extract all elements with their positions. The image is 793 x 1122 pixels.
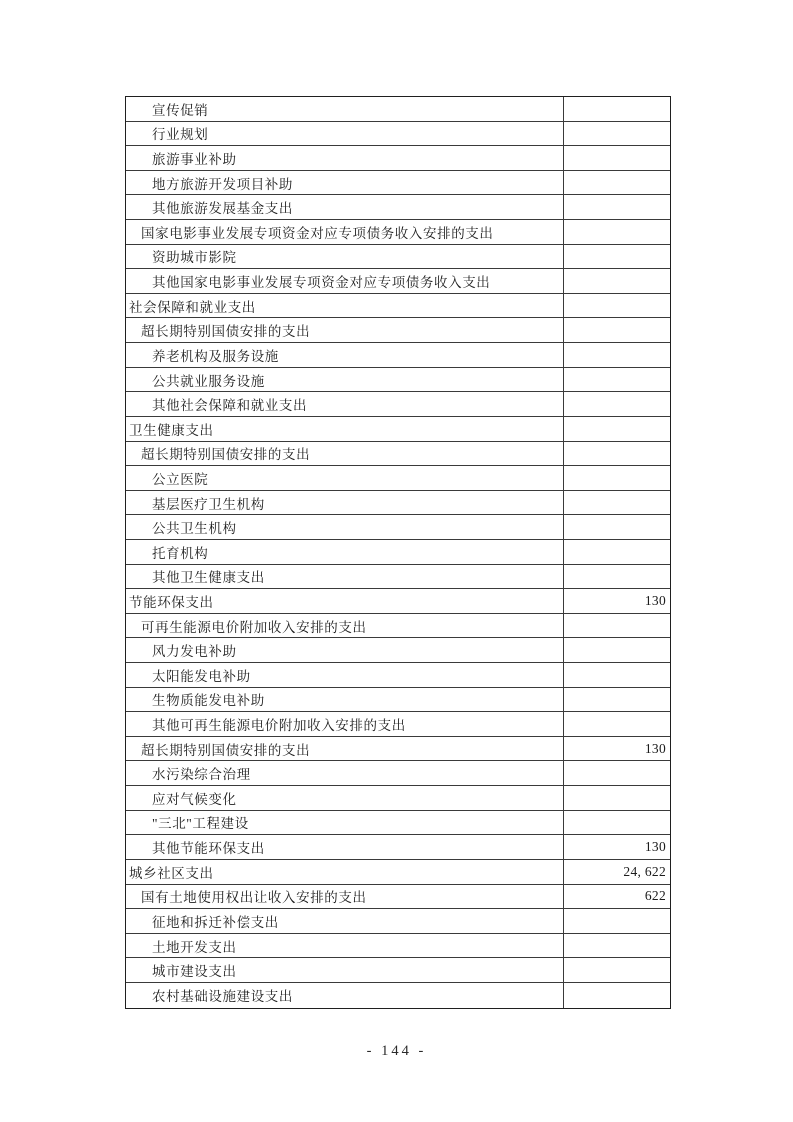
value-cell xyxy=(563,318,670,342)
value-cell xyxy=(563,983,670,1008)
item-cell: 托育机构 xyxy=(152,545,209,561)
table-row xyxy=(126,122,670,147)
item-cell: 资助城市影院 xyxy=(152,250,237,266)
value-cell xyxy=(563,442,670,466)
table-row xyxy=(126,171,670,196)
item-cell: 宣传促销 xyxy=(152,102,209,118)
item-cell: 基层医疗卫生机构 xyxy=(152,496,265,512)
value-cell xyxy=(563,565,670,589)
value-cell: 24, 622 xyxy=(563,860,670,884)
table-row xyxy=(126,786,670,811)
value-cell xyxy=(563,909,670,933)
value-cell xyxy=(563,146,670,170)
item-cell: 太阳能发电补助 xyxy=(152,668,251,684)
value-cell: 130 xyxy=(563,589,670,613)
value-cell xyxy=(563,761,670,785)
value-cell xyxy=(563,934,670,958)
value-cell xyxy=(563,515,670,539)
table-row xyxy=(126,712,670,737)
table-row xyxy=(126,392,670,417)
value-cell xyxy=(563,171,670,195)
value-cell xyxy=(563,540,670,564)
table-row xyxy=(126,958,670,983)
table-row xyxy=(126,983,670,1008)
item-cell: "三北"工程建设 xyxy=(152,816,249,832)
item-cell: 养老机构及服务设施 xyxy=(152,348,279,364)
item-cell: 超长期特别国债安排的支出 xyxy=(141,447,311,463)
item-cell: 风力发电补助 xyxy=(152,644,237,660)
item-cell: 公立医院 xyxy=(152,471,209,487)
table-row xyxy=(126,294,670,319)
page-number: - 144 - xyxy=(366,1043,427,1059)
table-row xyxy=(126,589,670,614)
table-row xyxy=(126,146,670,171)
item-cell: 农村基础设施建设支出 xyxy=(152,989,293,1005)
table-row xyxy=(126,540,670,565)
value-cell: 130 xyxy=(563,835,670,859)
item-cell: 土地开发支出 xyxy=(152,939,237,955)
value-cell xyxy=(563,245,670,269)
item-cell: 其他可再生能源电价附加收入安排的支出 xyxy=(152,718,406,734)
table-row xyxy=(126,663,670,688)
table-row xyxy=(126,761,670,786)
table-row xyxy=(126,638,670,663)
value-cell xyxy=(563,786,670,810)
table-row xyxy=(126,417,670,442)
value-cell xyxy=(563,417,670,441)
table-row xyxy=(126,688,670,713)
item-cell: 公共卫生机构 xyxy=(152,521,237,537)
item-cell: 节能环保支出 xyxy=(129,594,214,610)
item-cell: 征地和拆迁补偿支出 xyxy=(152,914,279,930)
value-cell xyxy=(563,368,670,392)
item-cell: 城乡社区支出 xyxy=(129,865,214,881)
table-row xyxy=(126,269,670,294)
table-row xyxy=(126,343,670,368)
item-cell: 水污染综合治理 xyxy=(152,767,251,783)
value-cell xyxy=(563,294,670,318)
item-cell: 应对气候变化 xyxy=(152,791,237,807)
table-row xyxy=(126,885,670,910)
table-row xyxy=(126,934,670,959)
table-row xyxy=(126,614,670,639)
value-cell: 622 xyxy=(563,885,670,909)
item-cell: 公共就业服务设施 xyxy=(152,373,265,389)
table-row xyxy=(126,737,670,762)
value-cell xyxy=(563,688,670,712)
value-cell xyxy=(563,122,670,146)
value-cell xyxy=(563,712,670,736)
table-row xyxy=(126,220,670,245)
value-cell xyxy=(563,220,670,244)
table-row xyxy=(126,368,670,393)
table-row xyxy=(126,515,670,540)
value-cell xyxy=(563,195,670,219)
value-cell xyxy=(563,269,670,293)
table-row xyxy=(126,565,670,590)
table-row xyxy=(126,442,670,467)
item-cell: 其他国家电影事业发展专项资金对应专项债务收入支出 xyxy=(152,275,491,291)
table-row xyxy=(126,860,670,885)
item-cell: 国有土地使用权出让收入安排的支出 xyxy=(141,890,367,906)
value-cell: 130 xyxy=(563,737,670,761)
item-cell: 可再生能源电价附加收入安排的支出 xyxy=(141,619,367,635)
table-row xyxy=(126,318,670,343)
value-cell xyxy=(563,638,670,662)
item-cell: 卫生健康支出 xyxy=(129,422,214,438)
item-cell: 国家电影事业发展专项资金对应专项债务收入安排的支出 xyxy=(141,225,494,241)
table-row xyxy=(126,491,670,516)
value-cell xyxy=(563,343,670,367)
value-cell xyxy=(563,392,670,416)
value-cell xyxy=(563,958,670,982)
value-cell xyxy=(563,614,670,638)
table-row xyxy=(126,811,670,836)
item-cell: 地方旅游开发项目补助 xyxy=(152,176,293,192)
item-cell: 生物质能发电补助 xyxy=(152,693,265,709)
item-cell: 旅游事业补助 xyxy=(152,152,237,168)
table-row xyxy=(126,245,670,270)
value-cell xyxy=(563,491,670,515)
value-cell xyxy=(563,466,670,490)
item-cell: 其他旅游发展基金支出 xyxy=(152,201,293,217)
table-row xyxy=(126,909,670,934)
value-cell xyxy=(563,811,670,835)
table-row xyxy=(126,97,670,122)
budget-table xyxy=(125,96,671,1009)
table-row xyxy=(126,835,670,860)
item-cell: 其他节能环保支出 xyxy=(152,841,265,857)
item-cell: 超长期特别国债安排的支出 xyxy=(141,324,311,340)
table-row xyxy=(126,195,670,220)
item-cell: 城市建设支出 xyxy=(152,964,237,980)
value-cell xyxy=(563,663,670,687)
item-cell: 其他卫生健康支出 xyxy=(152,570,265,586)
item-cell: 其他社会保障和就业支出 xyxy=(152,398,308,414)
item-cell: 行业规划 xyxy=(152,127,209,143)
item-cell: 超长期特别国债安排的支出 xyxy=(141,742,311,758)
item-cell: 社会保障和就业支出 xyxy=(129,299,256,315)
value-cell xyxy=(563,97,670,121)
table-row xyxy=(126,466,670,491)
